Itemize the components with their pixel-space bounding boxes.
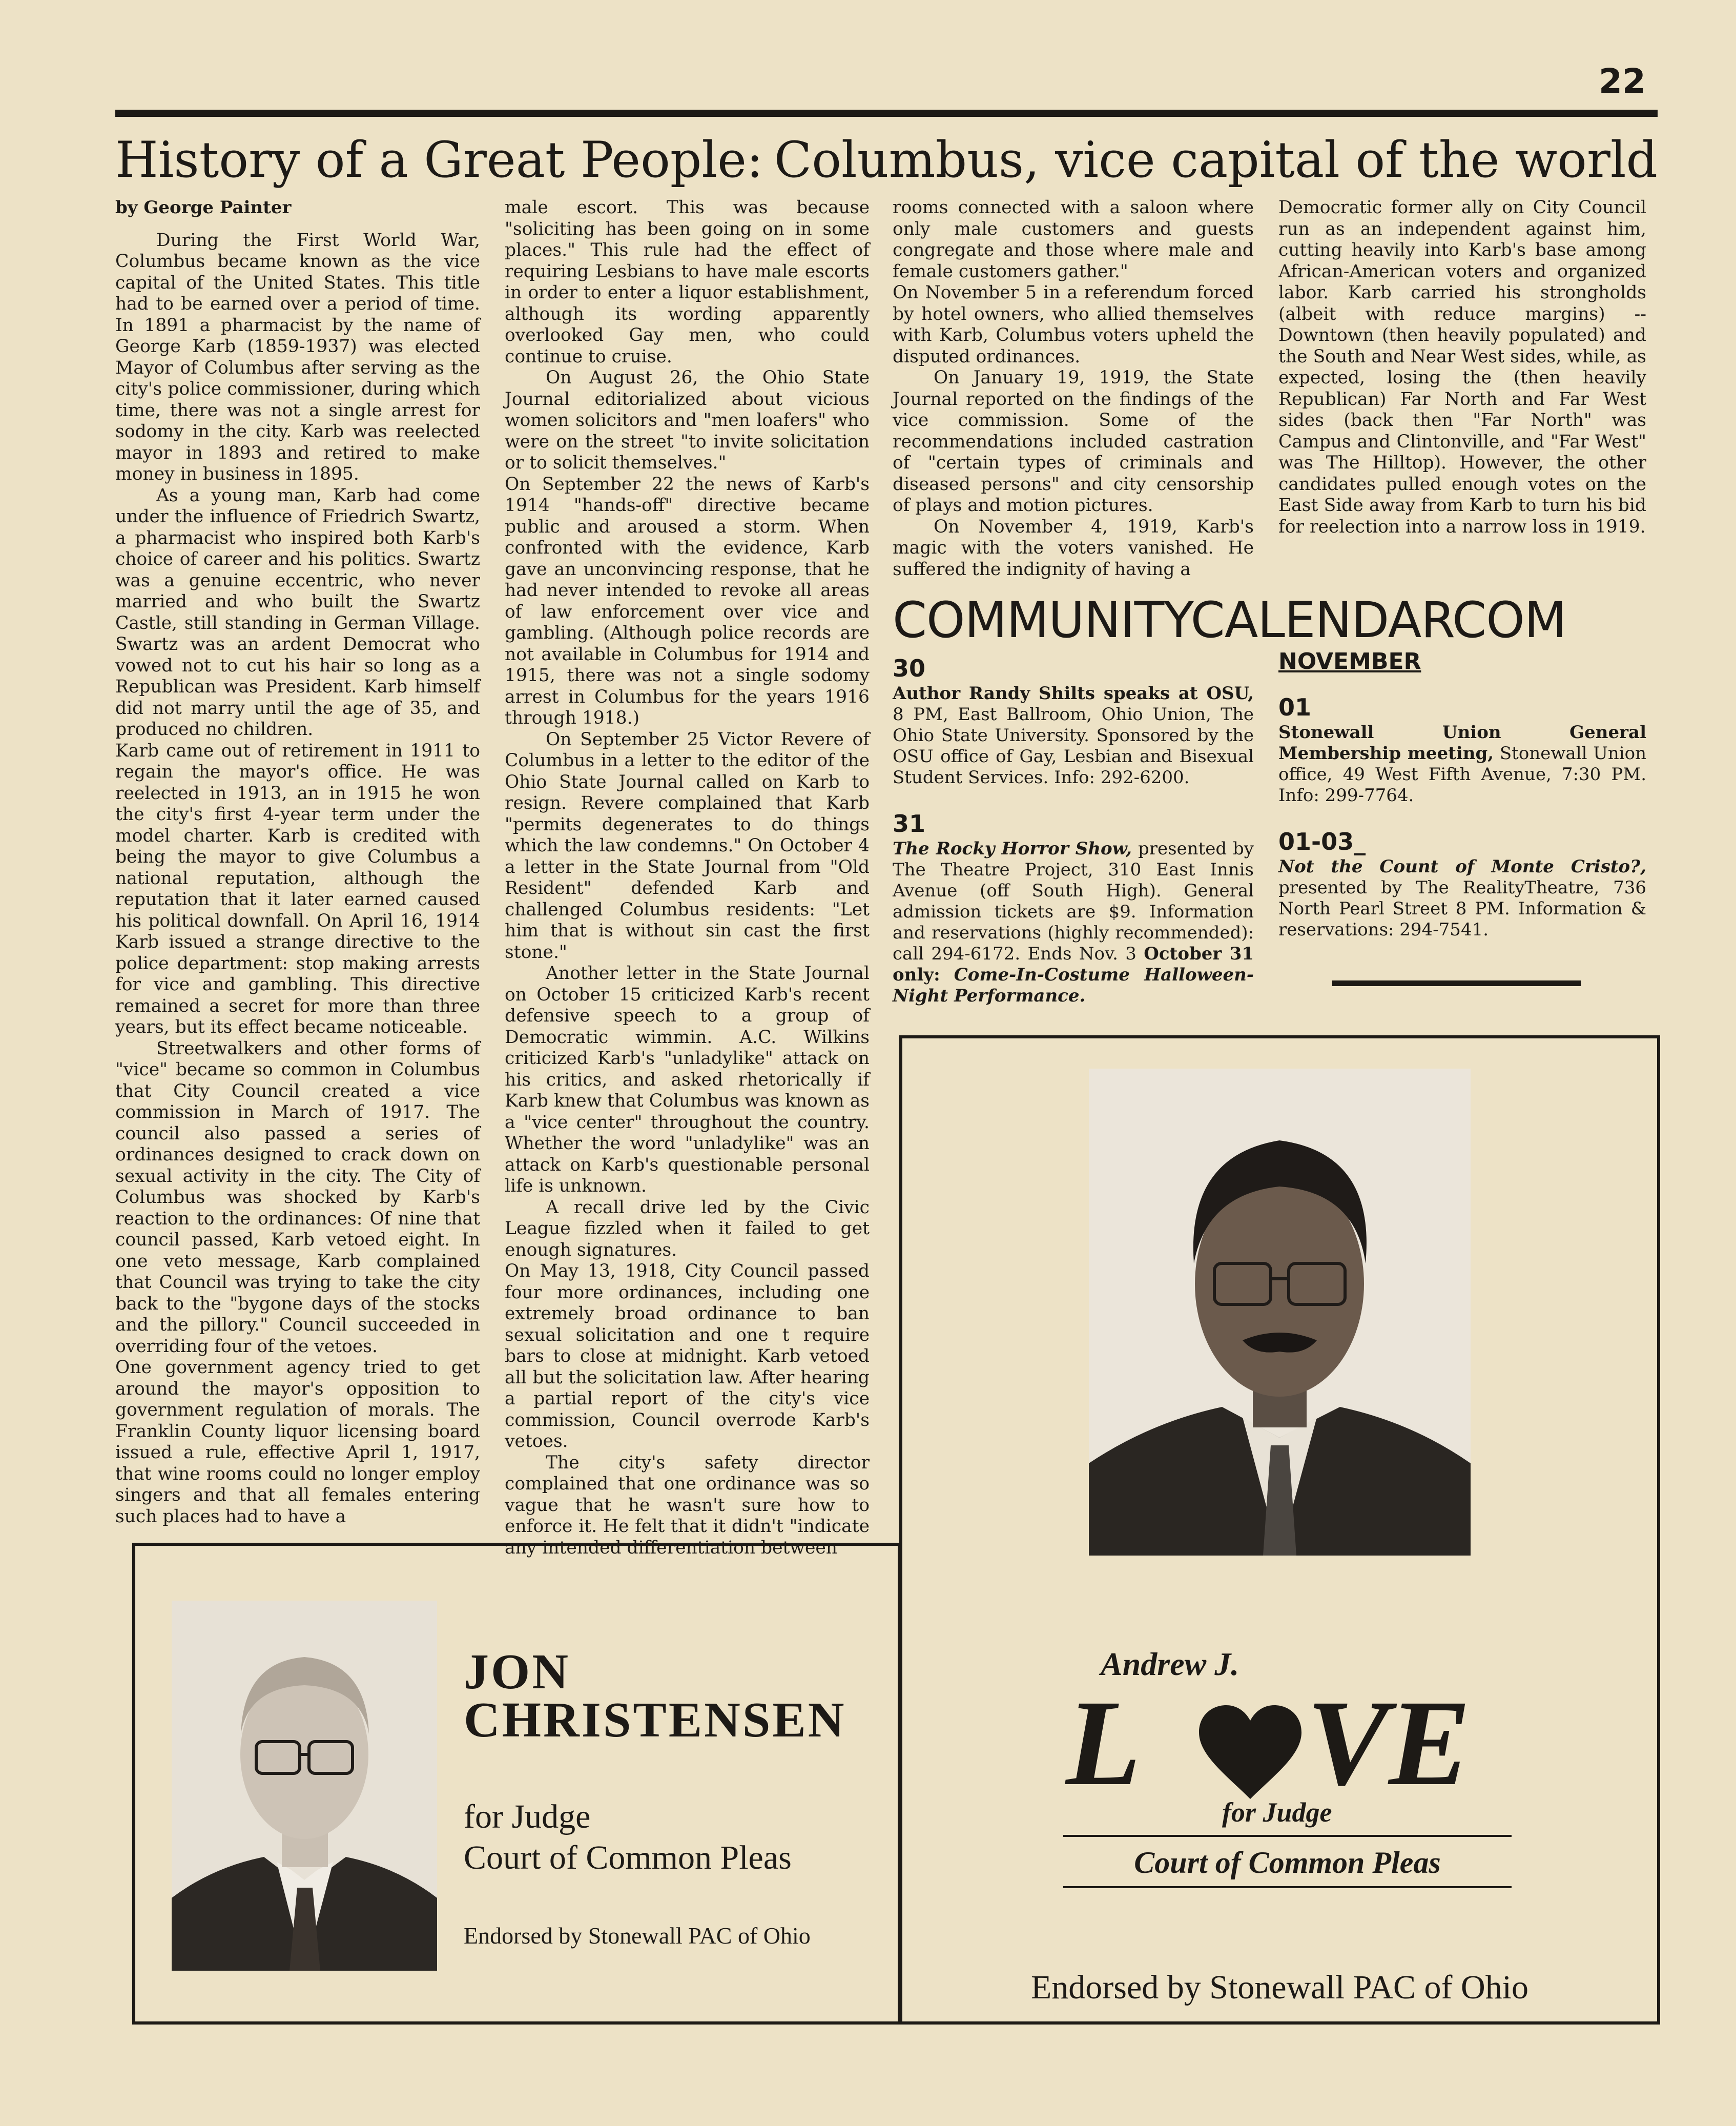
calendar-month: NOVEMBER [1278, 648, 1421, 674]
paragraph: male escort. This was because "soliciting has been going on in some places." This rule had the effect of requiring Lesbians to have male escorts in order to enter a liquor establishment, although its wording apparently overlooked Gay men, who could continue to cruise. [505, 197, 870, 367]
love-letters-ve: VE [1307, 1674, 1471, 1811]
event-note: October 31 only: [893, 944, 1254, 985]
page-number: 22 [1599, 62, 1646, 101]
event-item [1278, 856, 1646, 941]
paragraph: On November 5 in a referendum forced by hotel owners, who allied themselves with Karb, Columbus voters upheld the disputed ordinances. [893, 282, 1254, 367]
event-text: Stonewall Union office, 49 West Fifth Avenue, 7:30 PM. Info: 299-7764. [1278, 743, 1647, 806]
paragraph: On November 4, 1919, Karb's magic with the voters vanished. He suffered the indignity of having a [893, 516, 1254, 580]
article-headline [115, 124, 1658, 196]
article-column-1 [115, 197, 480, 1540]
paragraph: One government agency tried to get around the mayor's opposition to government regulation of morals. The Franklin County liquor licensing board issued a rule, effective April 1, 1917, that wine rooms could no longer employ singers and that all females entering such places had to have a [115, 1357, 480, 1527]
event-item [1278, 722, 1646, 806]
christensen-portrait-photo [172, 1601, 437, 1971]
christensen-for-judge: for Judge [464, 1798, 591, 1835]
love-rule-bottom [1063, 1886, 1512, 1888]
love-first-name: Andrew J. [1101, 1646, 1239, 1682]
paragraph: A recall drive led by the Civic League fizzled when it failed to get enough signatures. [505, 1197, 870, 1260]
paragraph: The city's safety director complained that one ordinance was so vague that he wasn't sure how to enforce it. He felt that it didn't "indicate any intended differentiation between [505, 1452, 870, 1558]
event-text: presented by The RealityTheatre, 736 North Pearl Street 8 PM. Information & reservations: 294-7541. [1278, 877, 1646, 940]
article-column-4 [1278, 197, 1646, 566]
love-rule-top [1063, 1835, 1512, 1837]
paragraph: On September 22 the news of Karb's 1914 "hands-off" directive became public and aroused a storm. When confronted with the evidence, Karb gave an unconvincing response, that he had never intended to revoke all areas of law enforcement over vice and gambling. (Although police records are not available in Columbus for 1914 and 1915, there was not a single sodomy arrest in Columbus for the years 1916 through 1918.) [505, 474, 870, 728]
event-text: presented by The Theatre Project, 310 East Innis Avenue (off South High). General admission tickets are $9. Information and reservations (highly recommended): call 294-6172. Ends Nov. 3 [893, 839, 1254, 964]
event-title: Stonewall Union General Membership meeting, [1278, 722, 1646, 764]
paragraph: Karb came out of retirement in 1911 to regain the mayor's office. He was reelected in 1913, an in 1915 he won the city's first 4-year term under the model charter. Karb is credited with being the mayor to give Columbus a national reputation, although the reputation that it later earned caused his political downfall. On April 16, 1914 Karb issued a strange directive to the police department: stop making arrests for vice and gambling. This directive remained a secret for more than three years, but its effect became noticeable. [115, 740, 480, 1037]
love-portrait-photo [1089, 1069, 1471, 1556]
paragraph: Another letter in the State Journal on October 15 criticized Karb's recent defensive speech to a group of Democratic wimmin. A.C. Wilkins criticized Karb's "unladylike" attack on his critics, and asked rhetorically if Karb knew that Columbus was known as a "vice center" throughout the country. Whether the word "unladylike" was an attack on Karb's questionable personal life is unknown. [505, 963, 870, 1196]
headline-right: Columbus, vice capital of the world [774, 131, 1658, 189]
christensen-name [464, 1644, 846, 1748]
paragraph: On August 26, the Ohio State Journal editorialized about vicious women solicitors and "men loafers" who were on the street "to invite solicitation or to solicit themselves." [505, 367, 870, 473]
paragraph: Streetwalkers and other forms of "vice" became so common in Columbus that City Council created a vice commission in March of 1917. The council also passed a series of ordinances designed to crack down on sexual activity in the city. The City of Columbus was shocked by Karb's reaction to the ordinances: Of nine that council passed, Karb vetoed eight. In one veto message, Karb complained that Council was trying to take the city back to the "bygone days of the stocks and the pillory." Council succeeded in overriding four of the vetoes. [115, 1038, 480, 1357]
top-rule [115, 110, 1658, 117]
christensen-court: Court of Common Pleas [464, 1839, 792, 1876]
paragraph: On May 13, 1918, City Council passed four more ordinances, including one extremely broad ordinance to ban sexual solicitation and one t require bars to close at midnight. Karb vetoed all but the solicitation law. After hearing a partial report of the city's vice commission, Council overrode Karb's vetoes. [505, 1261, 870, 1452]
calendar-column-right [1278, 648, 1647, 943]
love-letter-l: L [1066, 1674, 1141, 1811]
event-title: Author Randy Shilts speaks at OSU, [893, 683, 1254, 704]
article-column-3 [893, 197, 1254, 580]
event-title: The Rocky Horror Show, [893, 839, 1132, 859]
calendar-column-left [893, 653, 1254, 1043]
event-date: 30 [893, 655, 926, 682]
calendar-end-rule [1332, 980, 1581, 986]
event-note-italic: Come-In-Costume Halloween-Night Performance. [893, 965, 1254, 1006]
christensen-endorsement: Endorsed by Stonewall PAC of Ohio [464, 1923, 811, 1949]
love-last-name [1066, 1674, 1512, 1811]
love-court: Court of Common Pleas [1134, 1846, 1441, 1879]
event-date: 01-03_ [1278, 828, 1366, 855]
event-title: Not the Count of Monte Cristo?, [1278, 856, 1646, 877]
christensen-first-name: JON [464, 1644, 570, 1700]
headline-left: History of a Great People: [115, 131, 763, 189]
calendar-heading: COMMUNITYCALENDARCOM [893, 591, 1566, 649]
paragraph: On January 19, 1919, the State Journal reported on the findings of the vice commission. Some of the recommendations included castration of "certain types of criminals and diseased persons" and city censorship of plays and motion pictures. [893, 367, 1254, 516]
event-text: 8 PM, East Ballroom, Ohio Union, The Ohio State University. Sponsored by the OSU office of Gay, Lesbian and Bisexual Student Services. Info: 292-6200. [893, 704, 1254, 788]
event-date: 31 [893, 810, 926, 837]
event-item [893, 839, 1254, 1007]
event-item [893, 683, 1254, 788]
christensen-last-name: CHRISTENSEN [464, 1692, 846, 1748]
paragraph: Democratic former ally on City Council run as an independent against him, cutting heavily into Karb's base among African-American voters and organized labor. Karb carried his strongholds (albeit with reduce margins) -- Downtown (then heavily populated) and the South and Near West sides, while, as expected, losing the (then heavily Republican) Far North and Far West sides (back then "Far North" was Campus and Clintonville, and "Far West" was The Hilltop). However, the other candidates pulled enough votes on the East Side away from Karb to turn his bid for reelection into a narrow loss in 1919. [1278, 197, 1646, 537]
love-endorsement: Endorsed by Stonewall PAC of Ohio [1030, 1969, 1529, 2006]
paragraph: As a young man, Karb had come under the influence of Friedrich Swartz, a pharmacist who inspired both Karb's choice of career and his politics. Swartz was a genuine eccentric, who never married and who built the Swartz Castle, still standing in German Village. Swartz was an ardent Democrat who vowed not to cut his hair so long as a Republican was President. Karb himself did not marry until the age of 35, and produced no children. [115, 485, 480, 740]
paragraph: rooms connected with a saloon where only male customers and guests congregate and those where male and female customers gather." [893, 197, 1254, 282]
article-column-2 [505, 197, 870, 1558]
paragraph: During the First World War, Columbus became known as the vice capital of the United States. This title had to be earned over a period of time. In 1891 a pharmacist by the name of George Karb (1859-1937) was elected Mayor of Columbus after serving as the city's police commissioner, during which time, there was not a single arrest for sodomy in the city. Karb was reelected mayor in 1893 and retired to make money in business in 1895. [115, 230, 480, 484]
event-date: 01 [1278, 693, 1312, 721]
paragraph: On September 25 Victor Revere of Columbus in a letter to the editor of the Ohio State Journal called on Karb to resign. Revere complained that Karb "permits degenerates to do things which the law condemns." On October 4 a letter in the State Journal from "Old Resident" defended Karb and challenged Columbus residents: "Let him that is without sin cast the first stone." [505, 729, 870, 963]
heart-icon [1196, 1704, 1304, 1802]
byline: by George Painter [115, 197, 292, 218]
love-for-judge: for Judge [1222, 1797, 1332, 1828]
